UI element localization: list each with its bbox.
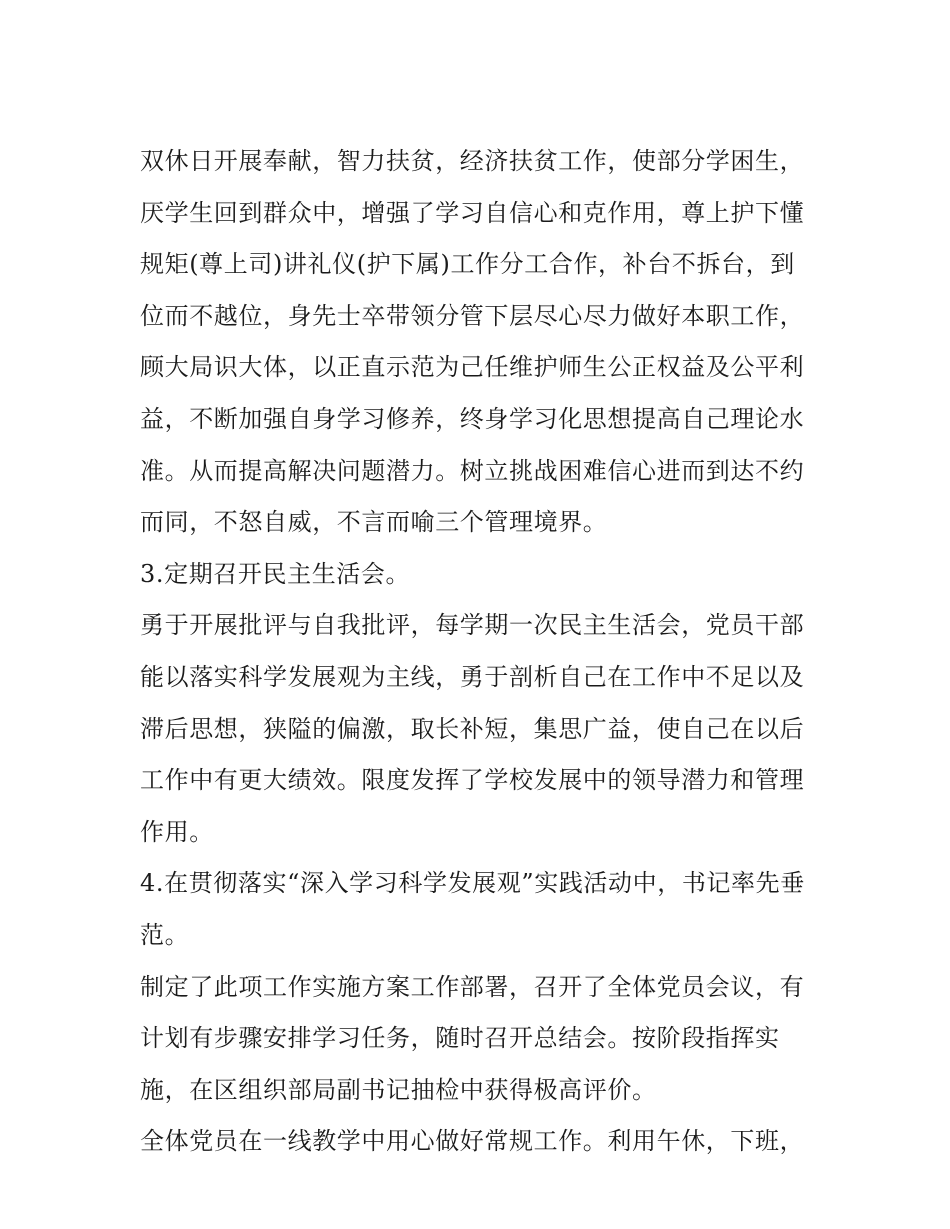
text-line: 能以落实科学发展观为主线，勇于剖析自己在工作中不足以及: [140, 662, 805, 691]
text-line: 双休日开展奉献，智力扶贫，经济扶贫工作，使部分学困生，: [140, 147, 805, 175]
text-line: 工作中有更大绩效。限度发挥了学校发展中的领导潜力和管理: [140, 766, 805, 795]
text-line: 勇于开展批评与自我批评，每学期一次民主生活会，党员干部: [140, 611, 805, 640]
text-line: 而同，不怒自威，不言而喻三个管理境界。: [140, 508, 608, 537]
text-line: 准。从而提高解决问题潜力。树立挑战困难信心进而到达不约: [140, 456, 805, 485]
text-line: 益，不断加强自身学习修养，终身学习化思想提高自己理论水: [140, 404, 805, 433]
text-line: 厌学生回到群众中，增强了学习自信心和克作用，尊上护下懂: [140, 198, 805, 227]
document-body: [140, 136, 820, 1168]
text-line: 制定了此项工作实施方案工作部署，召开了全体党员会议，有: [140, 972, 805, 1001]
text-line: 滞后思想，狭隘的偏激，取长补短，集思广益，使自己在以后: [140, 714, 805, 743]
text-line: 顾大局识大体，以正直示范为己任维护师生公正权益及公平利: [140, 353, 805, 382]
text-line: 施，在区组织部局副书记抽检中获得极高评价。: [140, 1075, 657, 1104]
text-line: 计划有步骤安排学习任务，随时召开总结会。按阶段指挥实: [140, 1024, 780, 1053]
text-line: 规矩(尊上司)讲礼仪(护下属)工作分工合作，补台不拆台，到: [140, 250, 795, 279]
text-line: 作用。: [140, 817, 214, 846]
section-heading-4: 4.在贯彻落实“深入学习科学发展观”实践活动中，书记率先垂: [140, 869, 805, 898]
section-heading-3: 3.定期召开民主生活会。: [140, 559, 411, 588]
text-line: 全体党员在一线教学中用心做好常规工作。利用午休，下班，: [140, 1127, 805, 1156]
section-heading-4-cont: 范。: [140, 920, 190, 949]
text-line: 位而不越位，身先士卒带领分管下层尽心尽力做好本职工作，: [140, 301, 805, 330]
